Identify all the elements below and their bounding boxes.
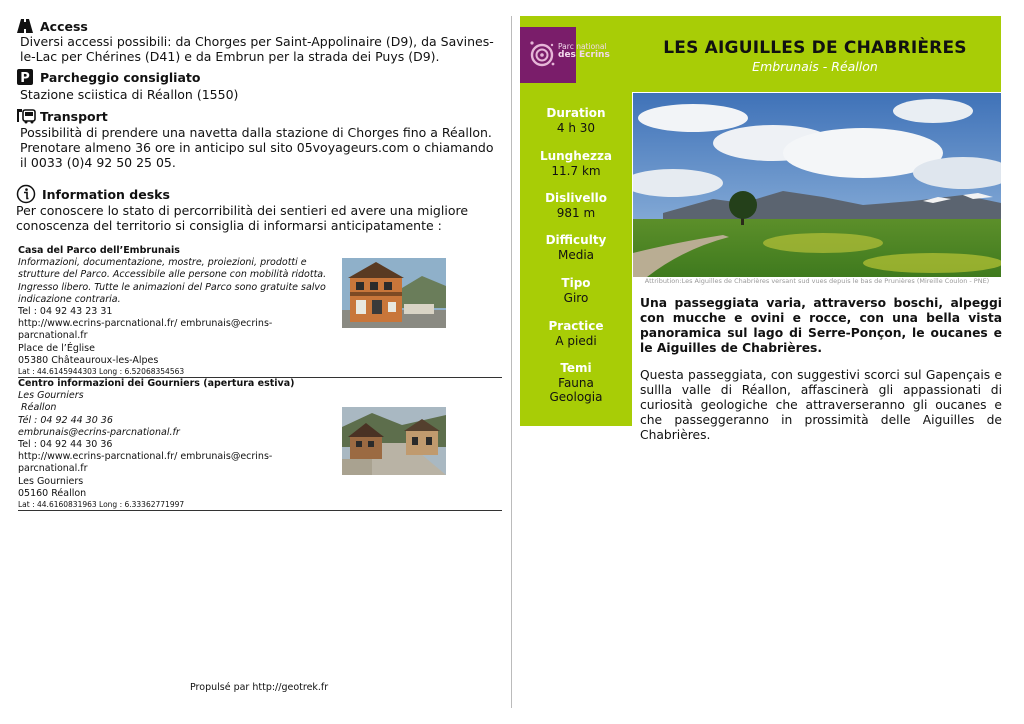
trek-main-photo xyxy=(633,93,1001,277)
info-label: Temi xyxy=(560,361,592,375)
practical-info-column xyxy=(16,16,504,716)
access-text: Diversi accessi possibili: da Chorges per Saint-Appolinaire (D9), da Savines-le-Lac per Chérines (D41) e da Embrun per la strada dei Puys (D9). xyxy=(20,34,494,64)
trek-subtitle: Embrunais - Réallon xyxy=(752,59,878,74)
road-icon xyxy=(16,17,34,35)
trek-title: LES AIGUILLES DE CHABRIÈRES xyxy=(663,38,967,58)
info-label: Practice xyxy=(548,319,604,333)
info-label: Dislivello xyxy=(545,191,607,205)
info-office-gourniers xyxy=(18,378,504,511)
info-length xyxy=(520,149,632,178)
info-desks-heading xyxy=(16,184,170,204)
office-description: Informazioni, documentazione, mostre, proiezioni, prodotti e strutture del Parco. Accessibile alle persone con mobilità ridotta. Ingresso libero. Tutte le animazioni del Parco sono gratuite salvo indicazione contraria. xyxy=(18,257,327,305)
office-address-line2: 05380 Châteauroux-les-Alpes xyxy=(18,354,159,366)
parking-text: Stazione sciistica di Réallon (1550) xyxy=(20,87,239,102)
info-value: Fauna xyxy=(558,376,594,390)
office-description-line: embrunais@ecrins-parcnational.fr xyxy=(18,426,180,438)
info-desks-title: Information desks xyxy=(42,186,170,202)
info-value: Geologia xyxy=(549,390,603,404)
info-value: 981 m xyxy=(556,206,596,220)
office-name: Centro informazioni dei Gourniers (apertura estiva) xyxy=(18,378,295,389)
transport-title: Transport xyxy=(40,108,108,124)
info-type xyxy=(520,276,632,305)
info-label: Lunghezza xyxy=(539,149,613,163)
info-icon xyxy=(16,184,36,204)
column-divider xyxy=(511,16,512,708)
park-logo-text xyxy=(558,42,610,60)
info-themes xyxy=(520,361,632,404)
info-ascent xyxy=(520,191,632,220)
trek-description: Questa passeggiata, con suggestivi scorci sul Gapençais e sullla valle di Réallon, affascinerà gli appassionati di curiosità geologiche che attraverseranno gli oucanes e che passeggeranno in prossimità delle Aiguilles de Chabrières. xyxy=(640,368,1002,442)
info-value: 11.7 km xyxy=(551,164,601,178)
info-difficulty xyxy=(520,233,632,262)
office-phone: Tel : 04 92 44 30 36 xyxy=(18,439,113,451)
svg-text:P: P xyxy=(20,71,30,86)
info-label: Duration xyxy=(546,106,606,120)
office-address-line1: Place de l’Église xyxy=(18,342,95,354)
photo-caption: Attribution:Les Aiguilles de Chabrières versant sud vues depuis le bas de Prunières (Mireille Coulon - PNE) xyxy=(644,277,990,285)
logo-line-2: des Ecrins xyxy=(558,50,610,60)
office-description-line: Tél : 04 92 44 30 36 xyxy=(18,414,113,426)
info-practice xyxy=(520,319,632,348)
logo-line-1: Parc national xyxy=(558,42,607,51)
info-value: Media xyxy=(557,248,595,262)
office-web-email[interactable]: http://www.ecrins-parcnational.fr/ embrunais@ecrins-parcnational.fr xyxy=(18,451,273,475)
trek-infos-panel xyxy=(520,92,632,426)
info-value: Giro xyxy=(563,291,589,305)
info-duration xyxy=(520,106,632,135)
info-label: Tipo xyxy=(561,276,591,290)
info-value: 4 h 30 xyxy=(556,121,596,135)
info-desks-intro: Per conoscere lo stato di percorribilità dei sentieri ed avere una migliore conoscenza del territorio si consiglia di informarsi anticipatamente : xyxy=(16,203,469,233)
office-description-line: Les Gourniers xyxy=(18,390,84,402)
parking-title: Parcheggio consigliato xyxy=(40,69,201,85)
office-phone: Tel : 04 92 43 23 31 xyxy=(18,306,113,318)
office-description-line: Réallon xyxy=(18,402,57,414)
parking-icon xyxy=(16,68,34,86)
info-office-embrunais xyxy=(18,245,504,378)
access-title: Access xyxy=(40,18,88,34)
office-web-email[interactable]: http://www.ecrins-parcnational.fr/ embrunais@ecrins-parcnational.fr xyxy=(18,318,273,342)
bus-icon xyxy=(16,107,34,125)
info-label: Difficulty xyxy=(545,233,607,247)
transport-heading xyxy=(16,107,108,125)
office-coordinates: Lat : 44.6160831963 Long : 6.33362771997 xyxy=(18,500,185,510)
office-name: Casa del Parco dell’Embrunais xyxy=(18,245,180,256)
info-value: A piedi xyxy=(555,334,597,348)
access-heading xyxy=(16,17,88,35)
office-photo-gourniers xyxy=(342,407,446,475)
office-address-line2: 05160 Réallon xyxy=(18,487,87,499)
transport-text: Possibilità di prendere una navetta dalla stazione di Chorges fino a Réallon. Prenotare almeno 36 ore in anticipo sul sito 05voyageurs.com o chiamando il 0033 (0)4 92 50 25 05. xyxy=(20,125,494,170)
trek-ambiance: Una passeggiata varia, attraverso boschi, alpeggi con mucche e ovini e rocce, con una bella vista panoramica sul lago di Serre-Ponçon, le oucanes e le Aiguilles de Chabrières. xyxy=(640,296,1002,355)
footer-powered-by[interactable]: Propulsé par http://geotrek.fr xyxy=(190,682,329,693)
office-address-line1: Les Gourniers xyxy=(18,475,84,487)
office-coordinates: Lat : 44.6145944303 Long : 6.52068354563 xyxy=(18,367,185,377)
office-separator xyxy=(18,510,502,511)
office-photo-embrunais xyxy=(342,258,446,328)
parking-heading xyxy=(16,68,200,86)
